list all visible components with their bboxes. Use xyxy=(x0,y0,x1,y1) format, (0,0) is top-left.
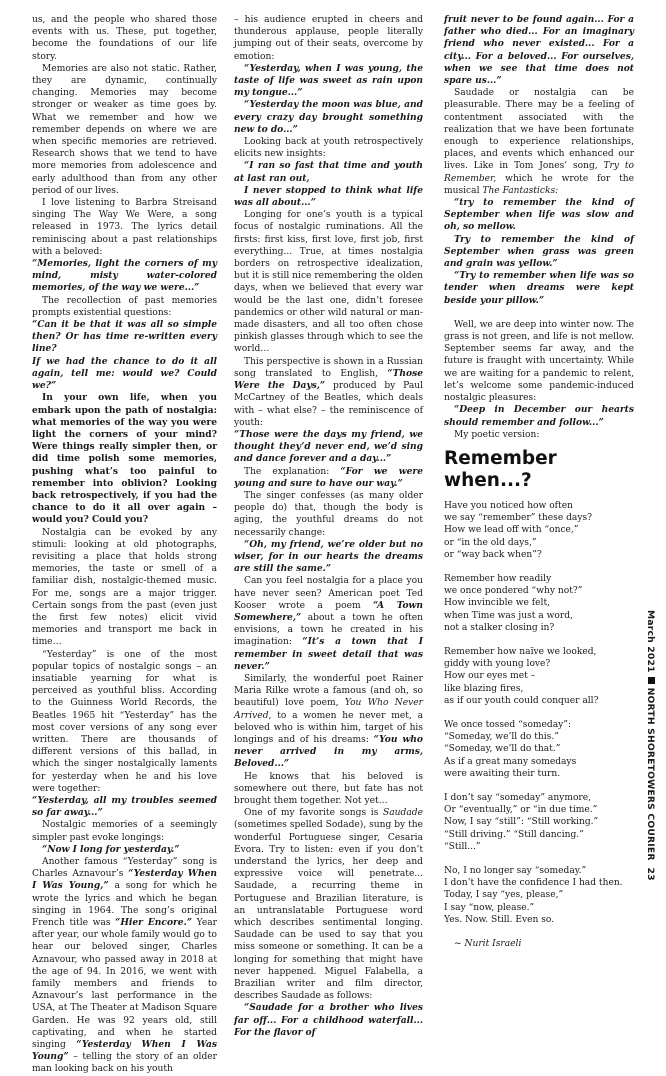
poem-line: Today, I say “yes, please,” xyxy=(444,890,564,901)
paragraph xyxy=(234,673,423,771)
poem-line: or “way back when”? xyxy=(444,549,542,560)
paragraph: “Yesterday” is one of the most popular topics of nostalgic songs – an insatiable yearning for what is perceived as youthful bliss. According to the Guinness World Records, the Beatles 1965 hit “Yesterday” has the most cover versions of any song ever written. There are thousands of different versions of this ballad, in which the singer nostalgically laments for yesterday when he and his love were together: xyxy=(32,649,217,794)
quote: “For we were young and sure to have our way.” xyxy=(234,465,424,489)
paragraph: – his audience erupted in cheers and thunderous applause, people literally jumping out of their seats, overcome by emotion: xyxy=(234,15,423,62)
page-footer-sidebar xyxy=(644,610,658,881)
quote: “It’s a town that I remember in sweet detail that was never.” xyxy=(234,636,423,672)
poem-line: we say “remember” these days? xyxy=(444,513,593,524)
poem-line: As if a great many somedays xyxy=(444,756,577,767)
song-title: “Yesterday When I Was Young,” xyxy=(32,868,217,892)
paragraph: Nostalgia can be evoked by any stimuli: looking at old photographs, revisiting a place that holds strong memories, the taste or smell of a familiar dish, nostalgic-themed music. For me, songs are a major trigger. Certain songs from the past (even just the first few notes) elicit vivid memories and transport me back in time… xyxy=(32,527,217,648)
poem-line: No, I no longer say “someday.” xyxy=(444,865,587,876)
paragraph xyxy=(234,356,423,429)
text-run: The explanation: xyxy=(244,466,341,477)
quote: “Oh, my friend, we’re older but no wiser, for in our hearts the dreams are still the same.” xyxy=(234,538,423,575)
poem-line: when Time was just a word, xyxy=(444,610,573,621)
poem-line: I don’t say “someday” anymore, xyxy=(444,792,592,803)
poem-line: Remember how naïve we looked, xyxy=(444,646,597,657)
quote: “Can it be that it was all so simple then? Or has time re-written every line? xyxy=(32,319,217,355)
quote: “Yesterday, all my troubles seemed so far away...” xyxy=(32,795,217,819)
quote: “Those were the days my friend, we thought they’d never end, we’d sing and dance forever and a day...” xyxy=(234,428,423,465)
quote: Try to remember the kind of September when grass was green and grain was yellow.” xyxy=(444,233,634,270)
spacer xyxy=(444,307,634,319)
poem-line: Have you noticed how often xyxy=(444,500,573,511)
paragraph: Longing for one’s youth is a typical focus of nostalgic ruminations. All the firsts: first kiss, first love, first job, first everything... True, at times nostalgia borders on retrospective idealization, but it is still nice remembering the olden days, when we believed that every war would be the last one, didn’t foresee pandemics or other wild natural or man-made disasters, and all too often chose pinkish glasses through which to see the world… xyxy=(234,210,423,355)
text-run: a song for which he wrote the lyrics and which he began singing in 1964. The song’s original French title was xyxy=(32,881,217,929)
quote: “You who never arrived in my arms, Beloved...” xyxy=(234,733,423,770)
text-run: produced by Paul McCartney of the Beatles, which deals with – what else? – the reminiscence of youth: xyxy=(234,381,424,428)
paragraph xyxy=(32,856,217,1076)
paragraph: The recollection of past memories prompts existential questions: xyxy=(32,295,217,318)
text-run: Year after year, our whole family would go to hear our beloved singer, Charles Aznavour, who passed away in 2018 at the age of 94. In 2016, we went with family members and friends to Aznavour’s last performance in the USA, at The Theater at Madison Square Garden. He was 92 years old, still captivating, and when he started singing xyxy=(32,918,217,1051)
poem-line: giddy with young love? xyxy=(444,659,551,670)
paragraph: Well, we are deep into winter now. The grass is not green, and life is not mellow. September seems far away, and the future is fraught with uncertainty. While we are waiting for a pandemic to relent, let’s welcome some pandemic-induced nostalgic pleasures: xyxy=(444,319,634,404)
quote: “Yesterday, when I was young, the taste of life was sweet as rain upon my tongue...” xyxy=(234,62,423,99)
poem-line: Or “eventually,” or “in due time.” xyxy=(444,805,598,816)
column-3 xyxy=(444,14,634,950)
poem-line: “Still driving.” “Still dancing.” xyxy=(444,829,584,840)
poem-line: like blazing fires, xyxy=(444,683,524,694)
text-run: Similarly, the wonderful poet Rainer Maria Rilke wrote a famous (and oh, so beautiful) love poem, xyxy=(234,673,423,709)
text-run: Saudade or nostalgia can be pleasurable. There may be a feeling of contentment associated with the realization that we have been fortunate enough to experience relationships, places, and events which enhanced our lives. Like in Tom Jones’ song, xyxy=(444,88,634,172)
song-title: “Hier Encore.” xyxy=(115,917,192,929)
column-1 xyxy=(32,14,217,1076)
quote: “Deep in December our hearts should remember and follow...” xyxy=(444,404,634,428)
poem-line: “Someday, we’ll do that.” xyxy=(444,744,561,755)
paragraph-bold: In your own life, when you embark upon the path of nostalgia: what memories of the way you were light the corners of your mind? Were things really simpler then, or did time polish some memories, pushing what’s too painful to remember into oblivion? Looking back retrospectively, if you had the chance to do it all over again – would you? Could you? xyxy=(32,392,217,526)
paragraph: I love listening to Barbra Streisand singing The Way We Were, a song released in 1973. The lyrics detail reminiscing about a past relationships with a beloved: xyxy=(32,198,217,257)
text-run: (sometimes spelled Sodade), sung by the wonderful Portuguese singer, Cesaria Evora. Try to listen: even if you don’t understand the lyrics, her deep and expressive voice will penetrate... Saudade, a recurring theme in Portuguese and Brazilian literature, is an untranslatable Portuguese word which describes sentimental longing. Saudade can be used to say that you miss someone or something. It can be a longing for something that might have never happened. Miguel Falabella, a Brazilian writer and film director, describes Saudade as follows: xyxy=(234,820,423,1002)
poem-line: Remember how readily xyxy=(444,573,552,584)
text-run: – telling the story of an older man looking back on his youth xyxy=(32,1052,217,1075)
poem-line: Now, I say “still”: “Still working.” xyxy=(444,817,599,828)
quote: “I ran so fast that time and youth at last ran out, xyxy=(234,160,423,184)
paragraph: The singer confesses (as many older people do) that, though the body is aging, the youthful dreams do not necessarily change: xyxy=(234,490,423,538)
paragraph xyxy=(234,466,423,490)
poem-heading: Remember when...? xyxy=(444,447,557,491)
musical-title: The Fantasticks: xyxy=(482,185,559,196)
paragraph: us, and the people who shared those events with us. These, put together, become the foundations of our life story. xyxy=(32,15,217,62)
author-signature: ~ Nurit Israeli xyxy=(454,939,522,949)
quote: I never stopped to think what life was all about...” xyxy=(234,184,423,209)
poem-line: or “in the old days,” xyxy=(444,537,537,548)
poem-title: You Who Never Arrived xyxy=(234,698,423,721)
poem-stanza xyxy=(444,792,634,853)
poem-stanza xyxy=(444,865,634,926)
text-run: One of my favorite songs is xyxy=(244,808,384,819)
poem-line: How we lead off with “once,” xyxy=(444,525,579,536)
poem-line: Yes. Now. Still. Even so. xyxy=(444,914,555,925)
quote: If we had the chance to do it all again, tell me: would we? Could we?” xyxy=(32,355,217,392)
paragraph xyxy=(234,807,423,1002)
text-run: which he wrote for the musical xyxy=(444,173,634,196)
poem-line: We once tossed “someday”: xyxy=(444,719,572,730)
paragraph: Memories are also not static. Rather, they are dynamic, continually changing. Memories may become stronger or weaker as time goes by. What we remember and how we remember depends on where we are when specific memories are retrieved. Research shows that we tend to have more memories from adolescence and early adulthood than from any other period of our lives. xyxy=(32,63,217,196)
separator-square-icon xyxy=(648,677,655,684)
poem-line: How our eyes met – xyxy=(444,671,536,682)
paragraph xyxy=(444,87,634,197)
quote: “Now I long for yesterday.” xyxy=(42,843,180,855)
poem-line: How invincible we felt, xyxy=(444,598,551,609)
text-run: about a town he often envisions, a town he created in his imagination: xyxy=(234,612,423,648)
song-title: Saudade xyxy=(383,808,423,819)
paragraph: My poetic version: xyxy=(454,429,540,440)
quote: “Saudade for a brother who lives far off... For a childhood waterfall... For the flavor of xyxy=(234,1002,423,1038)
poem-line: I don’t have the confidence I had then. xyxy=(444,878,623,889)
text-run: , to a women he never met, a beloved who is within him, target of his longings and of his dreams: xyxy=(234,710,423,745)
quote: “Memories, light the corners of my mind, misty water-colored memories, of the way we were...” xyxy=(32,258,217,294)
quote: “try to remember the kind of September when life was slow and oh, so mellow. xyxy=(444,197,634,233)
song-title: “Those Were the Days,” xyxy=(234,367,423,392)
paragraph: Looking back at youth retrospectively elicits new insights: xyxy=(234,137,423,160)
poem-line: as if our youth could conquer all? xyxy=(444,695,599,706)
poem-line: “Still...” xyxy=(444,841,481,852)
column-2 xyxy=(234,14,423,1039)
paragraph xyxy=(234,575,423,673)
poem-line: not a stalker closing in? xyxy=(444,622,555,633)
poem xyxy=(444,500,634,926)
paragraph: Nostalgic memories of a seemingly simpler past evoke longings: xyxy=(32,820,217,843)
text-run: Can you feel nostalgia for a place you have never seen? American poet Ted Kooser wrote a poem xyxy=(234,576,423,611)
song-title: “Yesterday When I Was Young” xyxy=(32,1039,217,1063)
poem-stanza xyxy=(444,573,634,634)
poem-line: I say “now, please.” xyxy=(444,902,535,913)
poem-line: “Someday, we’ll do this.” xyxy=(444,732,559,743)
poem-line: we once pondered “why not?” xyxy=(444,586,583,597)
quote: fruit never to be found again... For a father who died... For an imaginary friend who never existed... For a city... For a beloved... For ourselves, when we see that time does not spare us...” xyxy=(444,14,634,87)
paragraph: He knows that his beloved is somewhere out there, but fate has not brought them together. Not yet… xyxy=(234,771,423,806)
page-number: 23 xyxy=(645,867,656,881)
quote: “Try to remember when life was so tender when dreams were kept beside your pillow.” xyxy=(444,270,634,306)
publication-name: NORTH SHORETOWERS COURIER xyxy=(645,687,656,861)
poem-stanza xyxy=(444,500,634,561)
poem-title: “A Town Somewhere,” xyxy=(234,599,423,623)
folio xyxy=(645,610,656,881)
poem-stanza xyxy=(444,646,634,707)
text-run: This perspective is shown in a Russian song translated to English, xyxy=(234,356,423,379)
quote: “Yesterday the moon was blue, and every crazy day brought something new to do...” xyxy=(234,99,423,135)
text-run: Another famous “Yesterday” song is Charles Aznavour’s xyxy=(32,857,217,880)
poem-line: were awaiting their turn. xyxy=(444,768,561,779)
song-title: Try to Remember, xyxy=(444,161,634,184)
poem-stanza xyxy=(444,719,634,780)
issue-date: March 2021 xyxy=(645,610,656,673)
